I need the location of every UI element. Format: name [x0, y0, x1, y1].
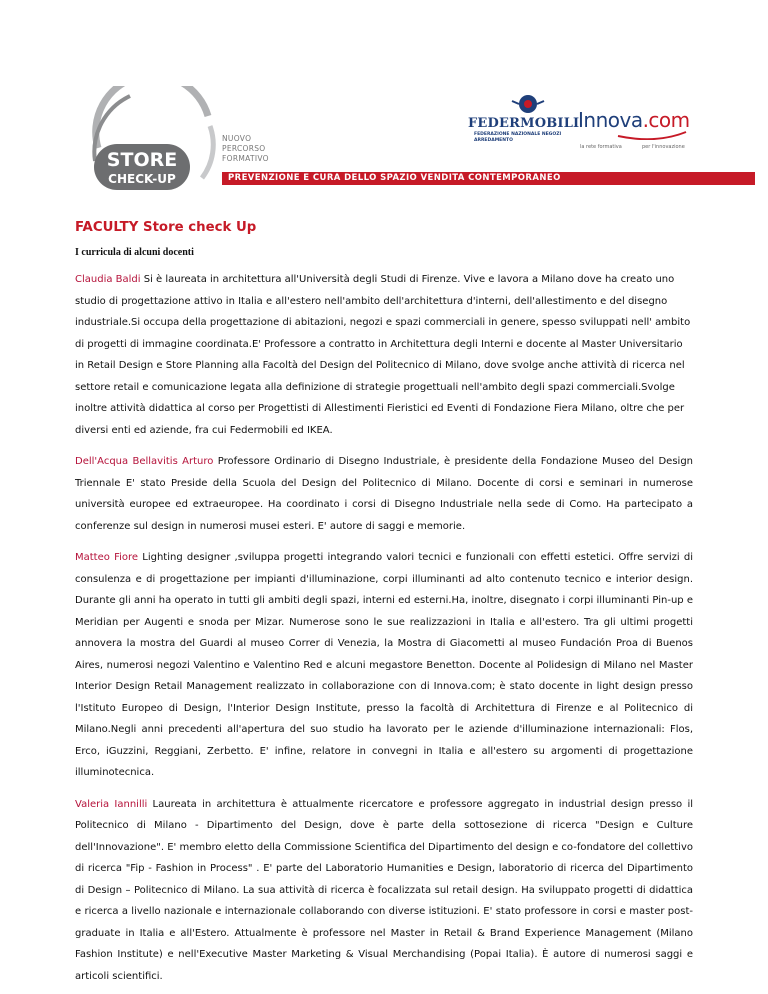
- page-title: FACULTY Store check Up: [75, 220, 257, 235]
- banner-text: PREVENZIONE E CURA DELLO SPAZIO VENDITA CONTEMPORANEO: [228, 173, 561, 183]
- bio-text: Lighting designer ,sviluppa progetti integrando valori tecnici e funzionali con effetti estetici. Offre servizi di consulenza e di progettazione per impianti d'illuminazione, corpi illuminanti ad alto contenuto tecnico e interior design. Durante gli anni ha operato in tutti gli ambiti degli spazi, interni ed esterni.Ha, inoltre, disegnato i corpi illuminanti Pin-up e Meridian per Augenti e snoda per Mizar. Numerose sono le sue realizzazioni in Italia e all'estero. Tra gli ultimi progetti annovera la mostra del Guardi al museo Correr di Venezia, la Mostra di Giacometti al museo Fundación Proa di Buenos Aires, numerosi negozi Valentino e Valentino Red e alcuni megastore Benetton. Docente al Polidesign di Milano nel Master Interior Design Retail Management realizzato in collaborazione con di Innova.com; è stato docente in light design presso l'Istituto Europeo di Design, l'Interior Design Institute, presso la facoltà di Architettura di Firenze e al Politecnico di Milano.Negli anni precedenti all'apertura del suo studio ha lavorato per le aziende d'illuminazione internazionali: Flos, Erco, iGuzzini, Reggiani, Zerbetto. E' infine, relatore in convegni in Italia e all'estero su argomenti di progettazione illuminotecnica.: [75, 552, 693, 778]
- logo-line1: STORE: [106, 149, 178, 171]
- innova-tagline-right: per l'innovazione: [642, 144, 685, 150]
- brand-word-1: NUOVO: [222, 134, 252, 143]
- bio-paragraph: [75, 794, 693, 988]
- bio-name: Valeria Iannilli: [75, 798, 148, 810]
- innova-logo: [576, 108, 688, 154]
- bio-name: Matteo Fiore: [75, 552, 139, 563]
- bio-name: Claudia Baldi: [75, 274, 141, 285]
- federmobili-logo: [468, 94, 580, 154]
- federmobili-emblem-icon: [468, 94, 568, 116]
- innova-name: Innova: [578, 108, 643, 132]
- logo-line2: CHECK-UP: [108, 172, 176, 186]
- bio-paragraph: [75, 269, 693, 441]
- bio-text: Professore Ordinario di Disegno Industriale, è presidente della Fondazione Museo del Design Triennale E' stato Preside della Scuola del Design del Politecnico di Milano. Docente di corsi e seminari in numerose università europee ed extraeuropee. Ha coordinato i corsi di Disegno Industriale nella sede di Como. Ha partecipato a conferenze sul design in numerosi musei esteri. E' autore di saggi e memorie.: [75, 456, 694, 532]
- header-banner: [222, 172, 755, 185]
- bio-name: Dell'Acqua Bellavitis Arturo: [75, 456, 214, 467]
- innova-dotcom: .com: [642, 108, 690, 132]
- section-subtitle: I curricula di alcuni docenti: [75, 247, 194, 258]
- store-checkup-logo: [90, 86, 230, 196]
- bio-paragraph: [75, 547, 693, 784]
- brand-word-3: FORMATIVO: [222, 154, 269, 163]
- document-body: [75, 220, 693, 987]
- brand-words: [222, 134, 269, 164]
- document-header: [0, 0, 768, 200]
- bio-text: Laureata in architettura è attualmente ricercatore e professore aggregato in industrial design presso il Politecnico di Milano - Dipartimento del Design, dove è parte della sottosezione di ricerca "Design e Culture dell'Innovazione". E' membro eletto della Commissione Scientifica del Dipartimento del design e co-fondatore del collettivo di ricerca "Fip - Fashion in Process" . E' parte del Laboratorio Humanities e Design, laboratorio di ricerca del Dipartimento di Design – Politecnico di Milano. La sua attività di ricerca è focalizzata sul retail design. Ha sviluppato progetti di didattica e ricerca a livello nazionale e internazionale collaborando con diverse istituzioni. E' stato professore in corsi e master post-graduate in Italia e all'Estero. Attualmente è professore nel Master in Retail & Brand Experience Management (Milano Fashion Institute) e nell'Executive Master Marketing & Visual Merchandising (Popai Italia). È autore di numerosi saggi e articoli scientifici.: [75, 798, 694, 982]
- innova-tagline-left: la rete formativa: [580, 144, 622, 150]
- brand-word-2: PERCORSO: [222, 144, 266, 153]
- bio-text: Si è laureata in architettura all'Università degli Studi di Firenze. Vive e lavora a Milano dove ha creato uno studio di progettazione attivo in Italia e all'estero nell'ambito dell'architettura d'interni, dell'allestimento e del disegno industriale.Si occupa della progettazione di abitazioni, negozi e spazi commerciali in genere, spesso sviluppati nell' ambito di progetti di immagine coordinata.E' Professore a contratto in Architettura degli Interni e docente al Master Universitario in Retail Design e Store Planning alla Facoltà del Design del Politecnico di Milano, dove svolge anche attività di ricerca nel settore retail e comunicazione legata alla definizione di strategie progettuali nell'ambito degli spazi commerciali.Svolge inoltre attività didattica al corso per Progettisti di Allestimenti Fieristici ed Eventi di Fondazione Fiera Milano, oltre che per diversi enti ed aziende, fra cui Federmobili ed IKEA.: [75, 274, 691, 436]
- innova-swoosh-icon: [616, 130, 726, 140]
- federmobili-name: FEDERMOBILI: [468, 116, 580, 131]
- bio-paragraph: [75, 451, 693, 537]
- logo-arc-graphic: [90, 86, 230, 196]
- federmobili-subtitle: FEDERAZIONE NAZIONALE NEGOZI ARREDAMENTO: [474, 132, 562, 143]
